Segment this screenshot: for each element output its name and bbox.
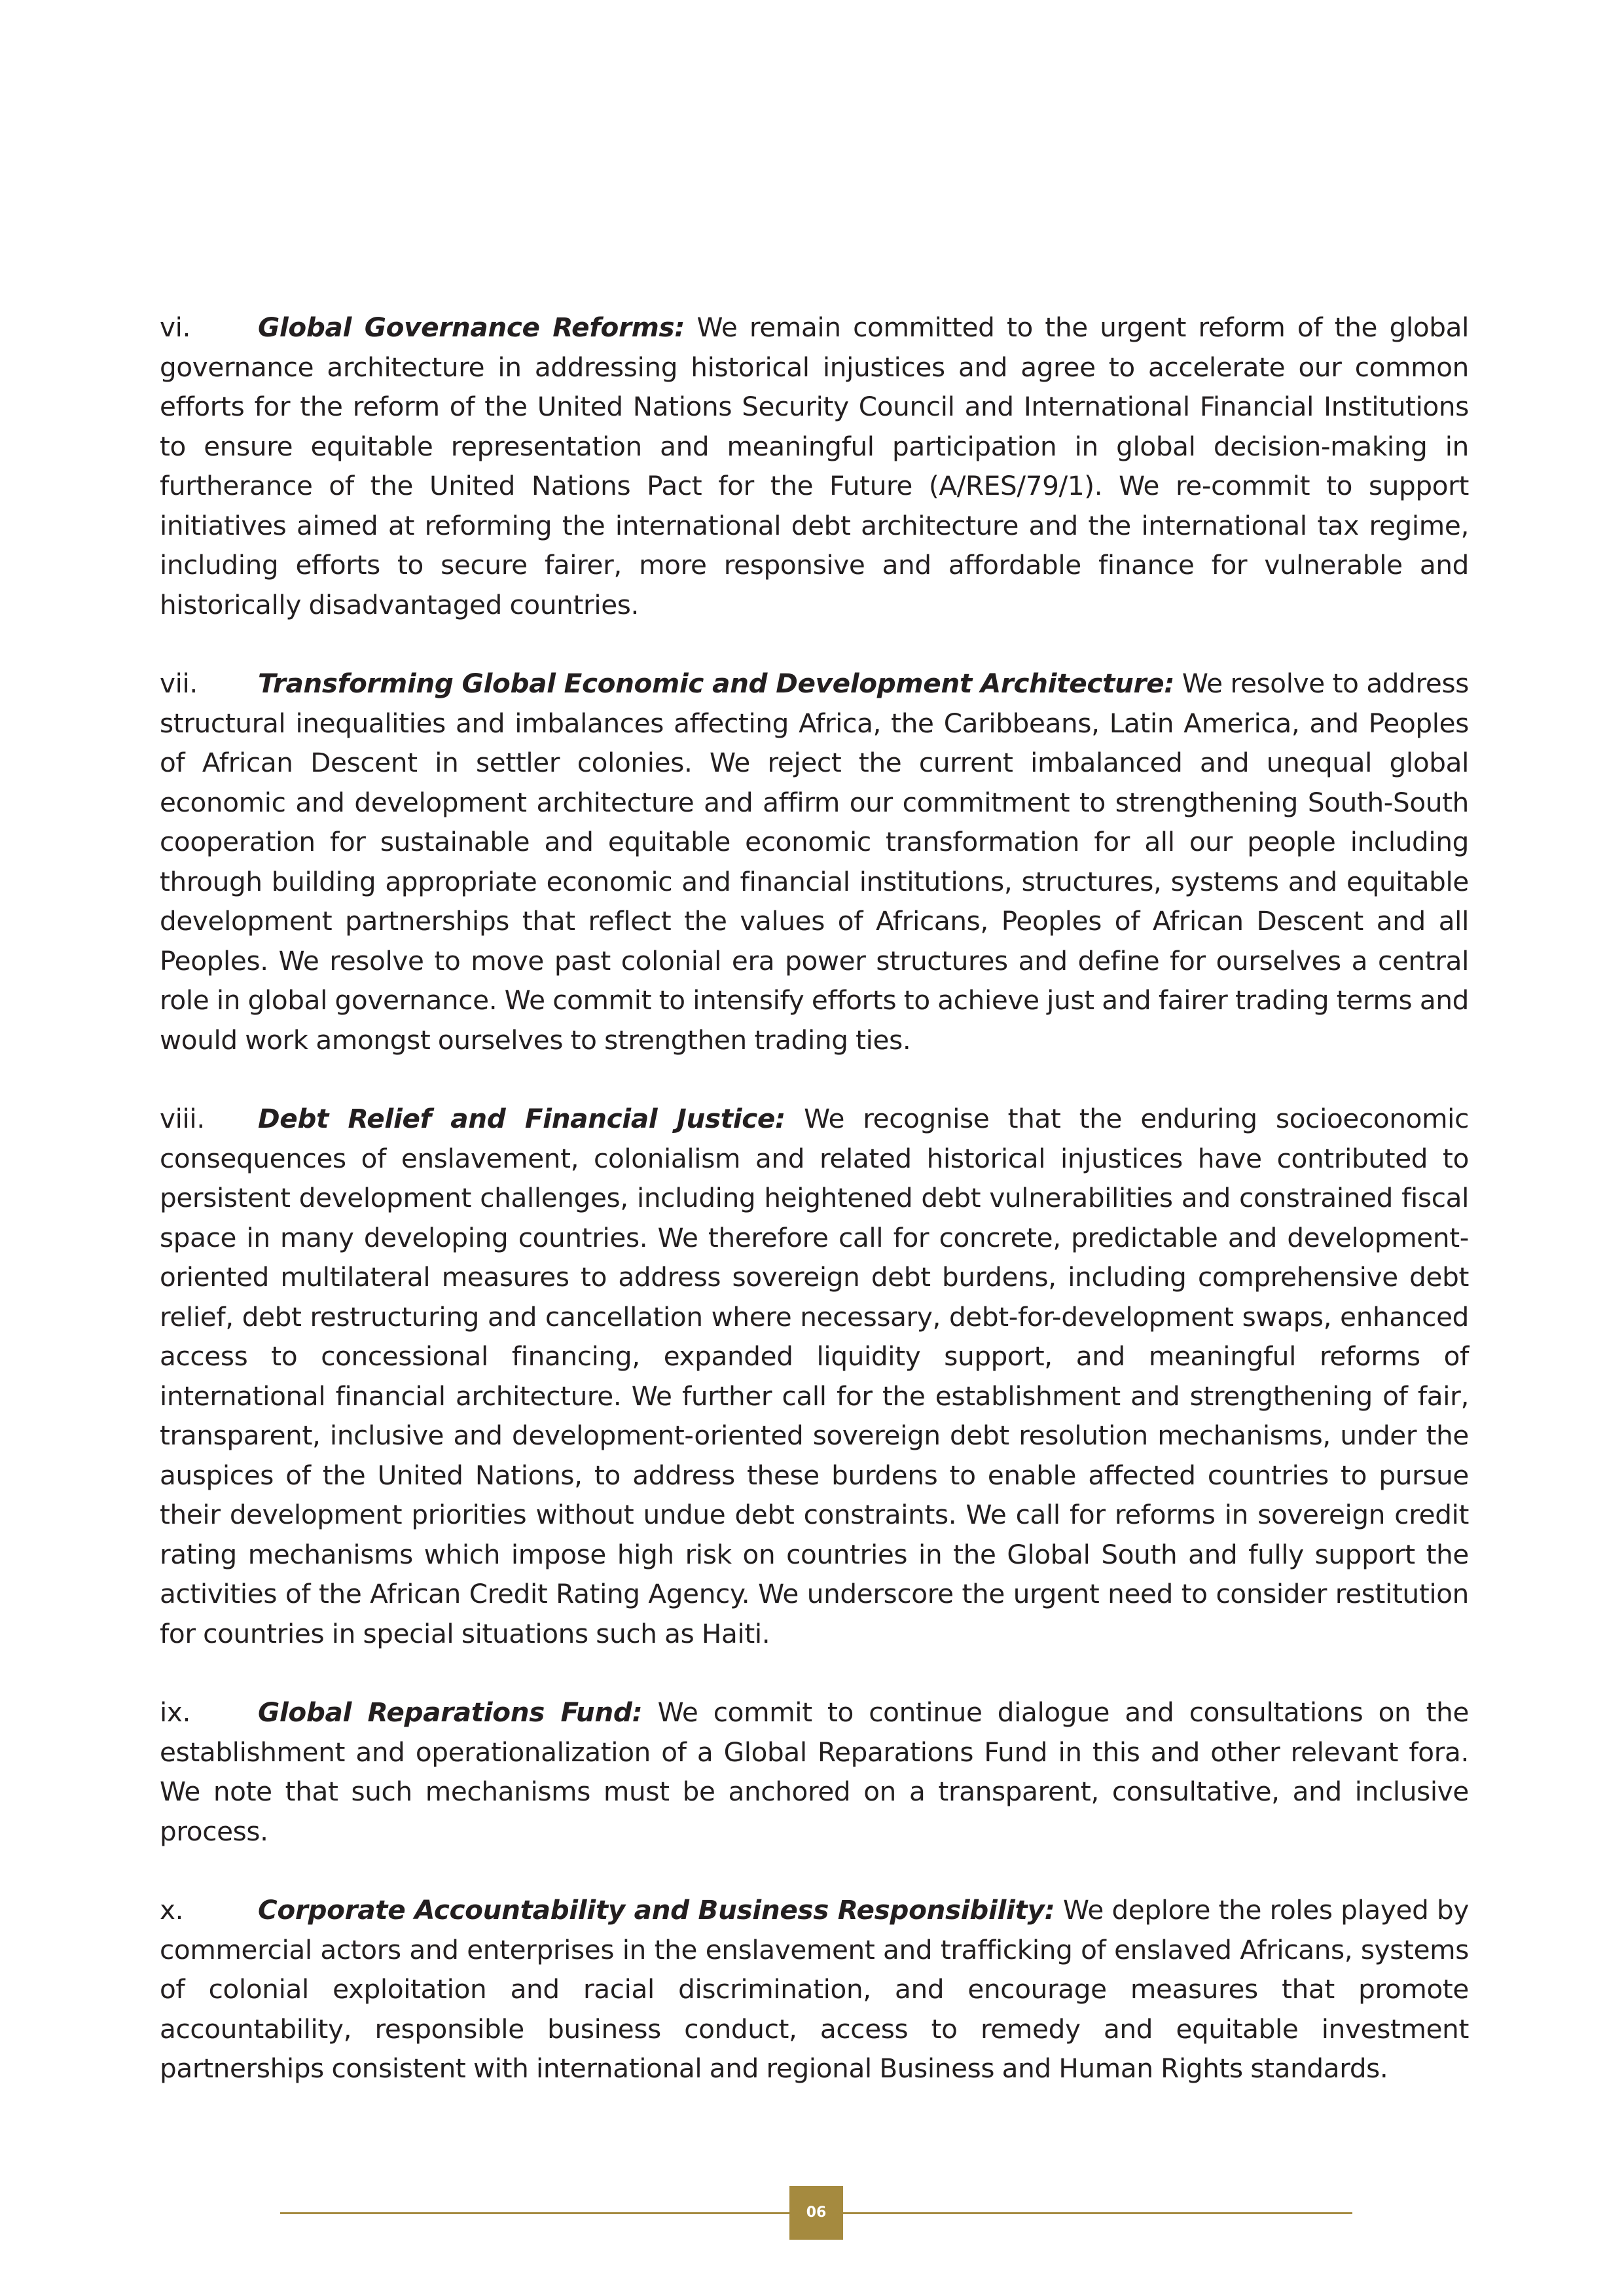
paragraph-number: vii. [160,668,198,699]
document-body [160,308,1469,2128]
paragraph-number: ix. [160,1696,191,1728]
paragraph-heading: Corporate Accountability and Business Responsibility: [258,1894,1055,1926]
paragraph-viii [160,1099,1469,1653]
page-footer [0,2186,1624,2240]
paragraph-number: x. [160,1894,184,1926]
paragraph-heading: Global Governance Reforms: [258,312,685,343]
paragraph-number: vi. [160,312,191,343]
page-number-badge: 06 [789,2186,843,2240]
paragraph-number: viii. [160,1103,205,1134]
paragraph-text: We resolve to address structural inequalities and imbalances affecting Africa, the Caribbeans, Latin America, and Peoples of African Descent in settler colonies. We reject the current imbalanced and unequal global economic and development architecture and affirm our commitment to strengthening South-South cooperation for sustainable and equitable economic transformation for all our people including through building appropriate economic and financial institutions, structures, systems and equitable development partnerships that reflect the values of Africans, Peoples of African Descent and all Peoples. We resolve to move past colonial era power structures and define for ourselves a central role in global governance. We commit to intensify efforts to achieve just and fairer trading terms and would work amongst ourselves to strengthen trading ties. [160,668,1469,1056]
paragraph-text: We commit to continue dialogue and consultations on the establishment and operationalization of a Global Reparations Fund in this and other relevant fora. We note that such mechanisms must be anchored on a transparent, consultative, and inclusive process. [160,1696,1470,1847]
paragraph-x [160,1890,1469,2089]
paragraph-text: We remain committed to the urgent reform of the global governance architecture in addressing historical injustices and agree to accelerate our common efforts for the reform of the United Nations Security Council and International Financial Institutions to ensure equitable representation and meaningful participation in global decision-making in furtherance of the United Nations Pact for the Future (A/RES/79/1). We re-commit to support initiatives aimed at reforming the international debt architecture and the international tax regime, including efforts to secure fairer, more responsive and affordable finance for vulnerable and historically disadvantaged countries. [160,312,1469,620]
paragraph-ix [160,1693,1469,1851]
paragraph-text: We deplore the roles played by commercial actors and enterprises in the enslavement and trafficking of enslaved Africans, systems of colonial exploitation and racial discrimination, and encourage measures that promote accountability, responsible business conduct, access to remedy and equitable investment partnerships consistent with international and regional Business and Human Rights standards. [160,1894,1469,2084]
footer-rule-left [280,2212,789,2214]
footer-rule-right [843,2212,1352,2214]
paragraph-heading: Global Reparations Fund: [258,1696,643,1728]
paragraph-vi [160,308,1469,624]
paragraph-text: We recognise that the enduring socioeconomic consequences of enslavement, colonialism and related historical injustices have contributed to persistent development challenges, including heightened debt vulnerabilities and constrained fiscal space in many developing countries. We therefore call for concrete, predictable and development-oriented multilateral measures to address sovereign debt burdens, including comprehensive debt relief, debt restructuring and cancellation where necessary, debt-for-development swaps, enhanced access to concessional financing, expanded liquidity support, and meaningful reforms of international financial architecture. We further call for the establishment and strengthening of fair, transparent, inclusive and development-oriented sovereign debt resolution mechanisms, under the auspices of the United Nations, to address these burdens to enable affected countries to pursue their development priorities without undue debt constraints. We call for reforms in sovereign credit rating mechanisms which impose high risk on countries in the Global South and fully support the activities of the African Credit Rating Agency. We underscore the urgent need to consider restitution for countries in special situations such as Haiti. [160,1103,1469,1649]
paragraph-heading: Transforming Global Economic and Development Architecture: [258,668,1175,699]
paragraph-heading: Debt Relief and Financial Justice: [258,1103,785,1134]
paragraph-vii [160,664,1469,1060]
